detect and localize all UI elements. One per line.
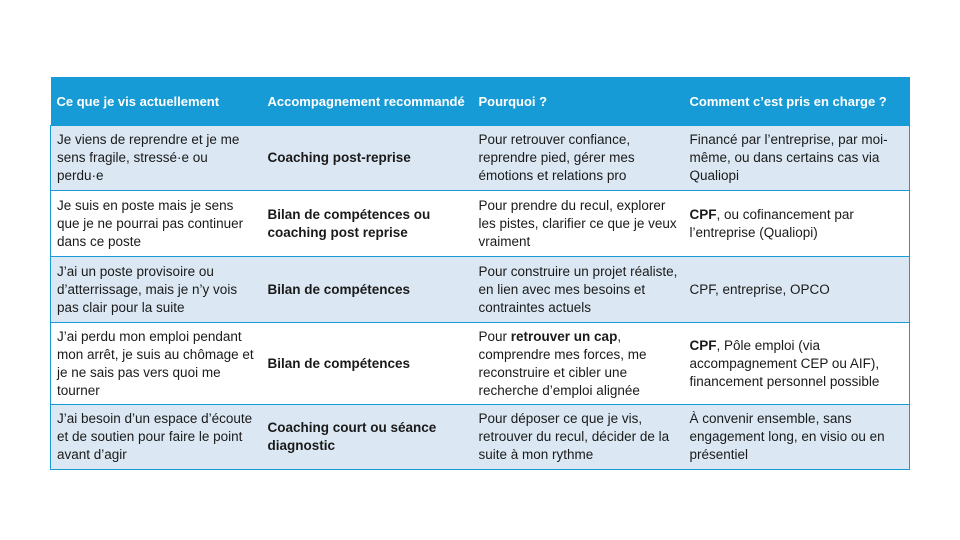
funding-text: , Pôle emploi (via accompagnement CEP ou AIF), financement personnel possible (689, 337, 880, 389)
cell-accompagnement (262, 405, 473, 470)
table-row (51, 323, 910, 405)
cell-situation: J’ai un poste provisoire ou d’atterrissage, mais je n’y vois pas clair pour la suite (51, 257, 262, 323)
cell-prise-en-charge (684, 191, 910, 257)
accompagnement-label: Bilan de compétences (267, 355, 411, 371)
accompagnement-label: Bilan de compétences (267, 281, 411, 297)
cell-pourquoi: Pour déposer ce que je vis, retrouver du recul, décider de la suite à mon rythme (473, 405, 684, 470)
cell-situation: J’ai besoin d’un espace d’écoute et de soutien pour faire le point avant d’agir (51, 405, 262, 470)
header-pourquoi: Pourquoi ? (473, 77, 684, 126)
cell-prise-en-charge: À convenir ensemble, sans engagement long, en visio ou en présentiel (684, 405, 910, 470)
cell-accompagnement (262, 257, 473, 323)
table-row (51, 257, 910, 323)
header-row (51, 77, 910, 126)
accompagnement-label: Coaching post-reprise (267, 150, 411, 165)
support-options-table (50, 77, 910, 470)
header-prise-en-charge: Comment c’est pris en charge ? (684, 77, 910, 126)
cell-pourquoi: Pour prendre du recul, explorer les pistes, clarifier ce que je veux vraiment (473, 191, 684, 257)
cell-prise-en-charge: CPF, entreprise, OPCO (684, 257, 910, 323)
header-situation: Ce que je vis actuellement (51, 77, 262, 126)
cell-pourquoi: Pour retrouver confiance, reprendre pied, gérer mes émotions et relations pro (473, 126, 684, 191)
accompagnement-label: Bilan de compétences ou coaching post reprise (267, 206, 431, 240)
cell-accompagnement (262, 191, 473, 257)
table-row (51, 191, 910, 257)
table-row (51, 126, 910, 191)
accompagnement-label: Coaching court ou séance diagnostic (267, 420, 437, 453)
table-row (51, 405, 910, 470)
cell-prise-en-charge: Financé par l’entreprise, par moi-même, ou dans certains cas via Qualiopi (684, 126, 910, 191)
reason-text-pre: Pour (478, 328, 511, 344)
cell-situation: Je suis en poste mais je sens que je ne pourrai pas continuer dans ce poste (51, 191, 262, 257)
header-accompagnement: Accompagnement recommandé (262, 77, 473, 126)
table-body (51, 126, 910, 470)
reason-text: , comprendre mes forces, me reconstruire et cibler une recherche d’emploi alignée (478, 328, 647, 398)
funding-highlight: CPF (689, 337, 717, 353)
reason-highlight: retrouver un cap (510, 328, 618, 344)
funding-text: , ou cofinancement par l’entreprise (Qualiopi) (689, 206, 854, 240)
cell-situation: J’ai perdu mon emploi pendant mon arrêt, je suis au chômage et je ne sais pas vers quoi me tourner (51, 323, 262, 405)
cell-prise-en-charge (684, 323, 910, 405)
funding-highlight: CPF (689, 206, 717, 222)
cell-pourquoi: Pour construire un projet réaliste, en lien avec mes besoins et contraintes actuels (473, 257, 684, 323)
cell-accompagnement (262, 126, 473, 191)
cell-pourquoi (473, 323, 684, 405)
table-header (51, 77, 910, 126)
cell-accompagnement (262, 323, 473, 405)
cell-situation: Je viens de reprendre et je me sens fragile, stressé·e ou perdu·e (51, 126, 262, 191)
